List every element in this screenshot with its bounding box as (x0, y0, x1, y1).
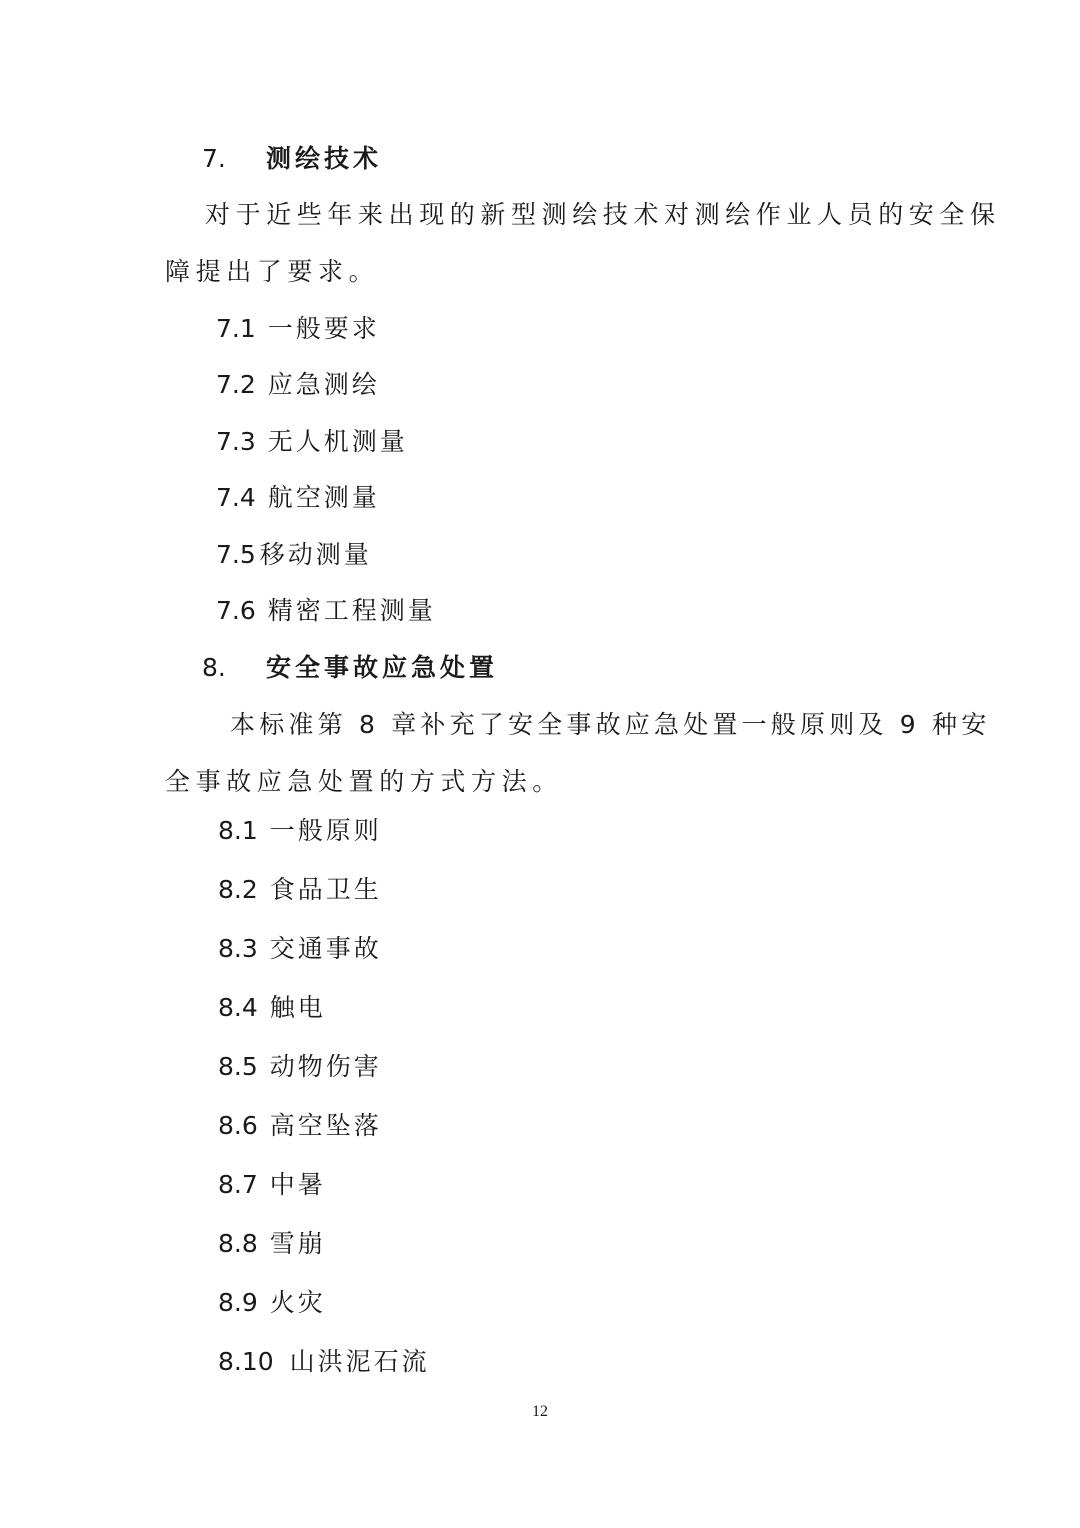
list-item-label: 雪崩 (269, 1229, 326, 1258)
section-8-title: 安全事故应急处置 (266, 653, 499, 682)
list-item-number: 7.5 (216, 540, 256, 569)
list-item-number: 8.4 (218, 993, 258, 1022)
list-item-8-2 (218, 873, 382, 907)
list-item-label: 航空测量 (267, 483, 380, 512)
list-item-label: 高空坠落 (269, 1111, 382, 1140)
list-item-label: 一般原则 (269, 816, 382, 845)
list-item-label: 一般要求 (267, 314, 380, 343)
list-item-7-6 (216, 594, 436, 628)
list-item-8-7 (218, 1168, 326, 1202)
list-item-label: 食品卫生 (269, 875, 382, 904)
section-7-heading (202, 142, 382, 176)
list-item-8-5 (218, 1050, 382, 1084)
list-item-number: 8.3 (218, 934, 258, 963)
list-item-label: 交通事故 (269, 934, 382, 963)
list-item-number: 8.6 (218, 1111, 258, 1140)
list-item-8-1 (218, 814, 382, 848)
list-item-8-9 (218, 1286, 326, 1320)
list-item-8-6 (218, 1109, 382, 1143)
list-item-number: 8.8 (218, 1229, 258, 1258)
list-item-label: 中暑 (269, 1170, 326, 1199)
page-number: 12 (532, 1403, 548, 1420)
list-item-7-2 (216, 368, 380, 402)
list-item-number: 8.7 (218, 1170, 258, 1199)
list-item-label: 应急测绘 (267, 370, 380, 399)
list-item-number: 8.10 (218, 1347, 274, 1376)
list-item-label: 火灾 (269, 1288, 326, 1317)
list-item-number: 7.1 (216, 314, 256, 343)
section-7-title: 测绘技术 (266, 144, 383, 173)
list-item-number: 7.6 (216, 596, 256, 625)
list-item-7-3 (216, 425, 408, 459)
list-item-8-3 (218, 932, 382, 966)
list-item-number: 8.1 (218, 816, 258, 845)
list-item-7-4 (216, 481, 380, 515)
list-item-8-10 (218, 1345, 430, 1379)
list-item-number: 8.2 (218, 875, 258, 904)
section-7-number: 7. (202, 144, 226, 173)
section-8-number: 8. (202, 653, 226, 682)
section-7-paragraph-line-1: 对于近些年来出现的新型测绘技术对测绘作业人员的安全保 (205, 200, 1001, 229)
section-8-paragraph-line-1: 本标准第 8 章补充了安全事故应急处置一般原则及 9 种安 (230, 710, 991, 739)
list-item-label: 精密工程测量 (267, 596, 436, 625)
list-item-number: 8.9 (218, 1288, 258, 1317)
list-item-label: 山洪泥石流 (289, 1347, 430, 1376)
list-item-8-4 (218, 991, 326, 1025)
list-item-number: 7.4 (216, 483, 256, 512)
list-item-number: 7.2 (216, 370, 256, 399)
list-item-number: 8.5 (218, 1052, 258, 1081)
section-7-paragraph-line-2: 障提出了要求。 (165, 257, 380, 286)
section-8-heading (202, 651, 498, 685)
list-item-7-1 (216, 312, 380, 346)
list-item-label: 动物伤害 (269, 1052, 382, 1081)
list-item-label: 触电 (269, 993, 326, 1022)
section-8-paragraph-line-2: 全事故应急处置的方式方法。 (165, 767, 563, 796)
list-item-8-8 (218, 1227, 326, 1261)
list-item-number: 7.3 (216, 427, 256, 456)
list-item-label: 无人机测量 (267, 427, 408, 456)
list-item-7-5 (216, 538, 372, 572)
list-item-label: 移动测量 (259, 540, 372, 569)
